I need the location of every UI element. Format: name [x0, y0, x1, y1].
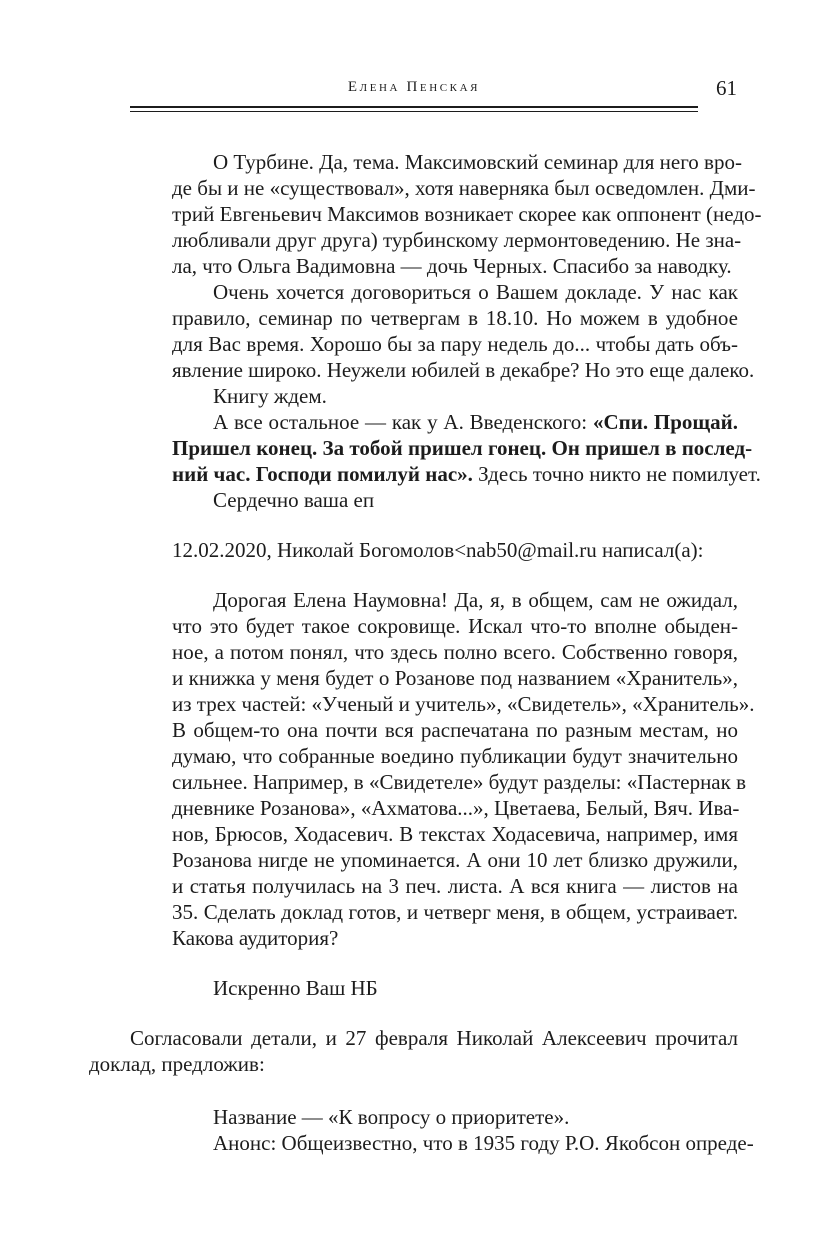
text-line: [172, 461, 761, 487]
text-line: Книгу ждем.: [213, 384, 327, 408]
text-line: В общем-то она почти вся распечатана по разным местам, но: [172, 718, 738, 742]
text-line: для Вас время. Хорошо бы за пару недель до... чтобы дать объ-: [172, 332, 738, 356]
text-line: Согласовали детали, и 27 февраля Николай Алексеевич прочитал: [130, 1026, 738, 1050]
text-line: 35. Сделать доклад готов, и четверг меня, в общем, устраивает.: [172, 900, 738, 924]
email-header: 12.02.2020, Николай Богомолов<nab50@mail.ru написал(а):: [172, 538, 704, 562]
text-line: Дорогая Елена Наумовна! Да, я, в общем, сам не ожидал,: [213, 588, 738, 612]
text-line: трий Евгеньевич Максимов возникает скорее как оппонент (недо-: [172, 202, 762, 226]
text-line: де бы и не «существовал», хотя наверняка был осведомлен. Дми-: [172, 176, 756, 200]
letter-signoff: Сердечно ваша еп: [213, 488, 375, 512]
bold-quote-line: Пришел конец. За тобой пришел гонец. Он пришел в послед-: [172, 436, 753, 460]
text-line: дневнике Розанова», «Ахматова...», Цветаева, Белый, Вяч. Ива-: [172, 796, 740, 820]
text-line: О Турбине. Да, тема. Максимовский семинар для него вро-: [213, 150, 742, 174]
text-line: и книжка у меня будет о Розанове под названием «Хранитель»,: [172, 666, 738, 690]
text-line: правило, семинар по четвергам в 18.10. Но можем в удобное: [172, 306, 738, 330]
text-line: Очень хочется договориться о Вашем докладе. У нас как: [213, 280, 738, 304]
text-line: нов, Брюсов, Ходасевич. В текстах Ходасевича, например, имя: [172, 822, 738, 846]
plain-text: Здесь точно никто не помилует.: [472, 462, 761, 486]
text-line: Какова аудитория?: [172, 926, 339, 950]
text-line: сильнее. Например, в «Свидетеле» будут разделы: «Пастернак в: [172, 770, 746, 794]
text-line: любливали друг друга) турбинскому лермонтоведению. Не зна-: [172, 228, 742, 252]
text-line: думаю, что собранные воедино публикации будут значительно: [172, 744, 738, 768]
bold-quote: «Спи. Прощай.: [592, 410, 738, 434]
page-number: 61: [716, 76, 737, 100]
text-line: [213, 409, 738, 435]
proposal-title: Название — «К вопросу о приоритете».: [213, 1105, 570, 1129]
text-line: что это будет такое сокровище. Искал что-то вполне обыден-: [172, 614, 738, 638]
running-head: Елена Пенская: [347, 79, 481, 95]
text-line: из трех частей: «Ученый и учитель», «Свидетель», «Хранитель».: [172, 692, 755, 716]
text-line: доклад, предложив:: [89, 1052, 265, 1076]
text-line: и статья получилась на 3 печ. листа. А вся книга — листов на: [172, 874, 738, 898]
bold-quote: ний час. Господи помилуй нас».: [172, 462, 473, 486]
header-rule-thick: [130, 106, 698, 108]
letter-signoff: Искренно Ваш НБ: [213, 976, 378, 1000]
proposal-abstract: Анонс: Общеизвестно, что в 1935 году Р.О. Якобсон опреде-: [213, 1131, 754, 1155]
text-line: явление широко. Неужели юбилей в декабре? Но это еще далеко.: [172, 358, 755, 382]
text-line: ла, что Ольга Вадимовна — дочь Черных. Спасибо за наводку.: [172, 254, 732, 278]
text-line: ное, а потом понял, что здесь полно всего. Собственно говоря,: [172, 640, 738, 664]
plain-text: А все остальное — как у А. Введенского:: [213, 410, 593, 434]
text-line: Розанова нигде не упоминается. А они 10 лет близко дружили,: [172, 848, 738, 872]
header-rule-thin: [130, 111, 698, 112]
